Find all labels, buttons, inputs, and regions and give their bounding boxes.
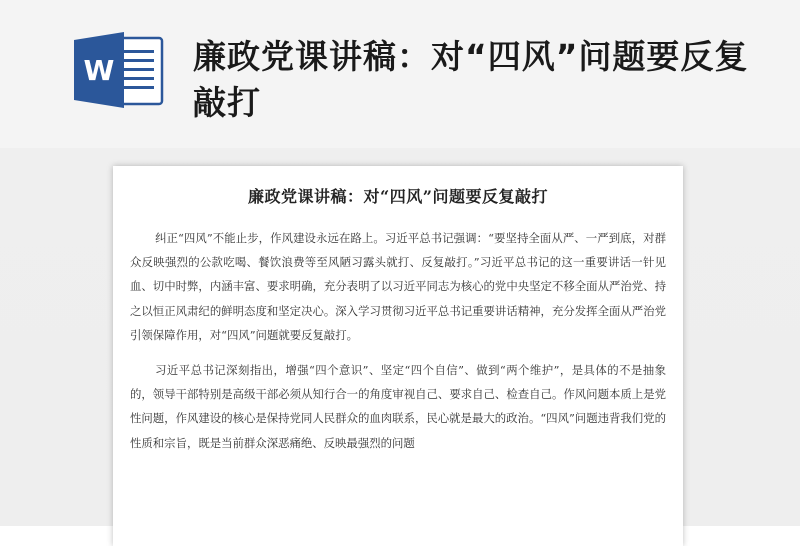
document-body	[130, 226, 666, 466]
header	[0, 0, 800, 140]
word-document-icon	[74, 32, 164, 108]
paragraph: 纠正“四风”不能止步，作风建设永远在路上。习近平总书记强调：“要坚持全面从严、一严到底，对群众反映强烈的公款吃喝、餐饮浪费等至风陋习露头就打、反复敲打。”习近平总书记的这一重要讲话一针见血、切中时弊，内涵丰富、要求明确，充分表明了以习近平同志为核心的党中央坚定不移全面从严治党、持之以恒正风肃纪的鲜明态度和坚定决心。深入学习贯彻习近平总书记重要讲话精神，充分发挥全面从严治党引领保障作用，对“四风”问题就要反复敲打。	[130, 231, 666, 342]
page-title: 廉政党课讲稿：对“四风”问题要反复敲打	[193, 37, 749, 122]
word-icon-letter: W	[83, 54, 115, 87]
document-title: 廉政党课讲稿：对“四风”问题要反复敲打	[248, 187, 548, 206]
document-page	[113, 166, 683, 546]
paragraph: 习近平总书记深刻指出，增强“四个意识”、坚定“四个自信”、做到“两个维护”，是具体的不是抽象的，领导干部特别是高级干部必须从知行合一的角度审视自己、要求自己、检查自己。作风问题本质上是党性问题，作风建设的核心是保持党同人民群众的血肉联系，民心就是最大的政治。“四风”问题违背我们党的性质和宗旨，既是当前群众深恶痛绝、反映最强烈的问题	[130, 363, 666, 450]
